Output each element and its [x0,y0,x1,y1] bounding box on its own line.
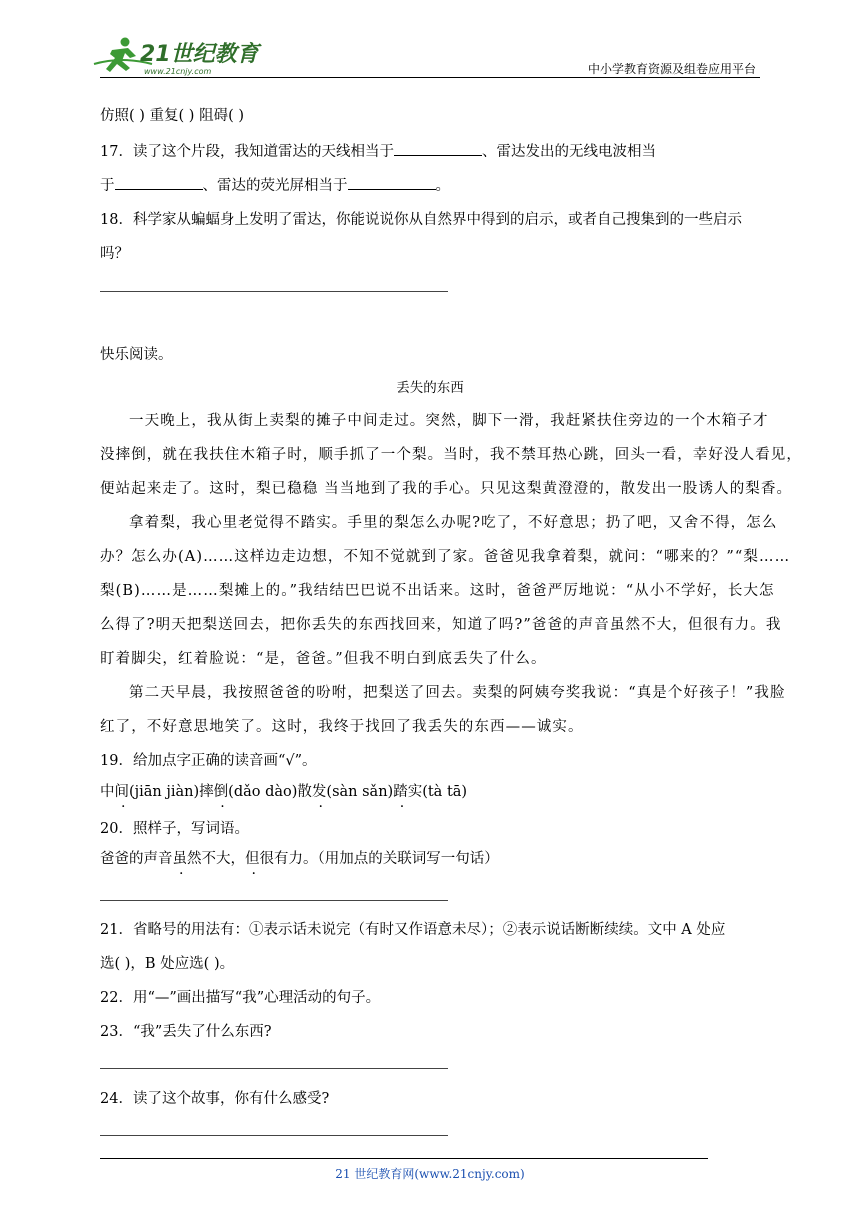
story-title: 丢失的东西 [396,380,464,396]
blank-screen[interactable] [348,175,436,190]
answer-line-20[interactable] [100,900,448,901]
question-19-pinyin-options: 中间(jiān jiàn)摔倒(dǎo dào)散发(sàn sǎn)踏实(tà tā) [100,784,468,800]
story-paragraph-2-line-5: 盯着脚尖，红着脸说：“是，爸爸。”但我不明白到底丢失了什么。 [100,651,547,667]
question-17-line-2: 于 、雷达的荧光屏相当于 。 [100,174,450,195]
question-17-line-1: 17．读了这个片段，我知道雷达的天线相当于 、雷达发出的无线电波相当 [100,140,656,161]
section-heading: 快乐阅读。 [100,347,173,363]
pinyin-choice-4[interactable]: (tà tā) [422,784,468,800]
question-20: 20．照样子，写词语。 [100,821,249,837]
pinyin-choice-1[interactable]: (jiān jiàn) [129,784,200,800]
question-18-line-1: 18．科学家从蝙蝠身上发明了雷达，你能说说你从自然界中得到的启示，或者自己搜集到的一些启示 [100,212,742,228]
question-21-line-1: 21．省略号的用法有：①表示话未说完（有时又作语意未尽）；②表示说话断断续续。文中 A 处应 [100,922,726,938]
story-paragraph-1-line-3: 便站起来走了。这时，梨已稳稳 当当地到了我的手心。只见这梨黄澄澄的，散发出一股诱人的梨香。 [100,481,793,497]
answer-line-24[interactable] [100,1135,448,1136]
logo-text: 21世纪教育 [140,42,259,67]
answer-line-23[interactable] [100,1068,448,1069]
pinyin-choice-2[interactable]: (dǎo dào) [228,784,298,800]
pinyin-choice-3[interactable]: (sàn sǎn) [326,784,394,800]
story-paragraph-2-line-2: 办？怎么办(A)……这样边走边想，不知不觉就到了家。爸爸见我拿着梨，就问：“哪来的？”“梨…… [100,549,791,565]
answer-line-18[interactable] [100,291,448,292]
blank-radio-wave[interactable] [115,175,203,190]
story-paragraph-1-line-1: 一天晚上，我从街上卖梨的摊子中间走过。突然，脚下一滑，我赶紧扶住旁边的一个木箱子才 [129,413,769,429]
logo-21cnjy [92,34,262,78]
story-paragraph-2-line-1: 拿着梨，我心里老觉得不踏实。手里的梨怎么办呢?吃了，不好意思；扔了吧，又舍不得，怎么 [129,515,778,531]
story-paragraph-3-line-1: 第二天早晨，我按照爸爸的吩咐，把梨送了回去。卖梨的阿姨夸奖我说：“真是个好孩子！”我脸 [129,685,786,701]
story-paragraph-3-line-2: 红了，不好意思地笑了。这时，我终于找回了我丢失的东西——诚实。 [100,719,584,735]
platform-name: 中小学教育资源及组卷应用平台 [587,62,756,76]
story-paragraph-2-line-4: 么得了?明天把梨送回去，把你丢失的东西找回来，知道了吗?”爸爸的声音虽然不大，但很有力。我 [100,617,782,633]
word-imitation-line: 仿照( ) 重复( ) 阻碍( ) [100,108,244,124]
header-divider [100,77,760,78]
question-20-example: 爸爸的声音虽然不大，但很有力。（用加点的关联词写一句话） [100,851,499,867]
logo-url: www.21cnjy.com [144,67,212,76]
story-paragraph-1-line-2: 没摔倒，就在我扶住木箱子时，顺手抓了一个梨。当时，我不禁耳热心跳，回头一看，幸好没人看见， [100,447,802,463]
story-paragraph-2-line-3: 梨(B)……是……梨摊上的。”我结结巴巴说不出话来。这时，爸爸严厉地说：“从小不学好，长大怎 [100,583,775,599]
footer-divider [100,1158,708,1159]
question-23: 23．“我”丢失了什么东西? [100,1024,272,1040]
question-18-line-2: 吗？ [100,246,129,262]
question-21-line-2: 选( )，B 处应选( )。 [100,956,235,972]
question-24: 24．读了这个故事，你有什么感受? [100,1091,330,1107]
footer-source[interactable]: 21 世纪教育网(www.21cnjy.com) [335,1167,525,1181]
question-19: 19．给加点字正确的读音画“√”。 [100,753,317,769]
blank-antenna[interactable] [394,141,482,156]
question-22: 22．用“—”画出描写“我”心理活动的句子。 [100,990,381,1006]
